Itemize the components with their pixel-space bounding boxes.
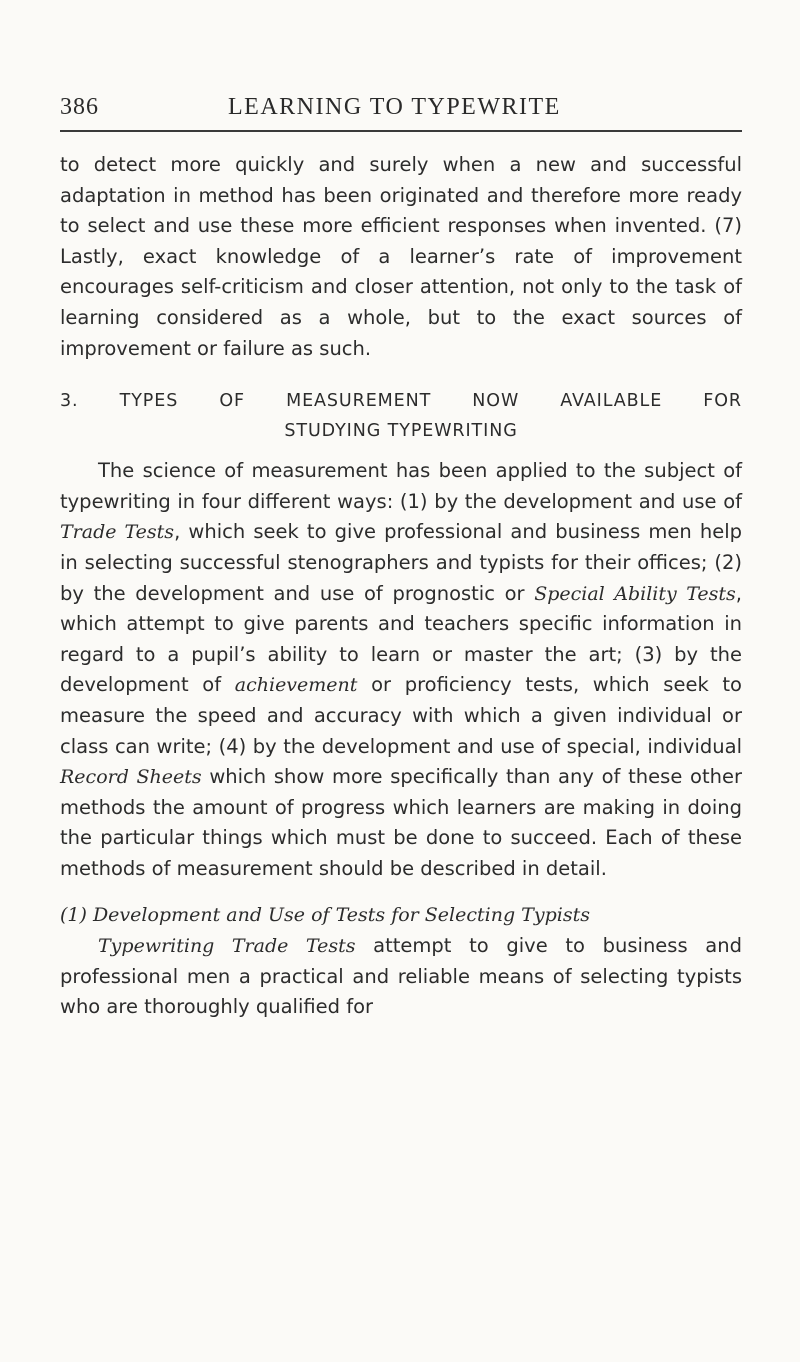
italic-record-sheets: Record Sheets [60, 766, 202, 789]
paragraph-continued: to detect more quickly and surely when a new and successful adaptation in method has been originated and therefore more ready to select and use these more efficient responses when invented. (7) Lastly, exact knowledge of a learner’s rate of improvement encourages self-criticism and closer attention, not only to the task of learning considered as a whole, but to the exact sources of improvement or failure as such. [60, 153, 742, 360]
running-title: LEARNING TO TYPEWRITE [228, 94, 561, 120]
running-header [60, 88, 742, 128]
header-rule [60, 130, 742, 132]
section-heading [60, 386, 742, 446]
page-number: 386 [60, 94, 99, 120]
section-heading-line2: STUDYING TYPEWRITING [284, 421, 518, 442]
italic-special-ability-tests: Special Ability Tests [534, 582, 736, 605]
italic-trade-tests: Trade Tests [60, 521, 175, 544]
book-page [60, 88, 743, 1019]
subsection-paragraph: Typewriting Trade Tests attempt to give to business and professional men a practical and reliable means of selecting typists who are thoroughly qualified for [60, 934, 742, 1019]
italic-achievement: achievement [234, 674, 358, 697]
section-heading-line1: 3. TYPES OF MEASUREMENT NOW AVAILABLE FOR [60, 391, 742, 412]
italic-typewriting-trade-tests: Typewriting Trade Tests [98, 935, 356, 958]
body-text [60, 150, 742, 1023]
subsection-heading: (1) Development and Use of Tests for Selecting Typists [60, 904, 590, 927]
section-paragraph: The science of measurement has been applied to the subject of typewriting in four different ways: (1) by the development and use of Trade Tests, which seek to give professional and business men help in selecting successful stenographers and typists for their offices; (2) by the development and use of prognostic or Special Ability Tests, which attempt to give parents and teachers specific information in regard to a pupil’s ability to learn or master the art; (3) by the development of achievement or proficiency tests, which seek to measure the speed and accuracy with which a given individual or class can write; (4) by the development and use of special, individual Record Sheets which show more specifically than any of these other methods the amount of progress which learners are making in doing the particular things which must be done to succeed. Each of these methods of measurement should be described in detail. [60, 459, 743, 880]
